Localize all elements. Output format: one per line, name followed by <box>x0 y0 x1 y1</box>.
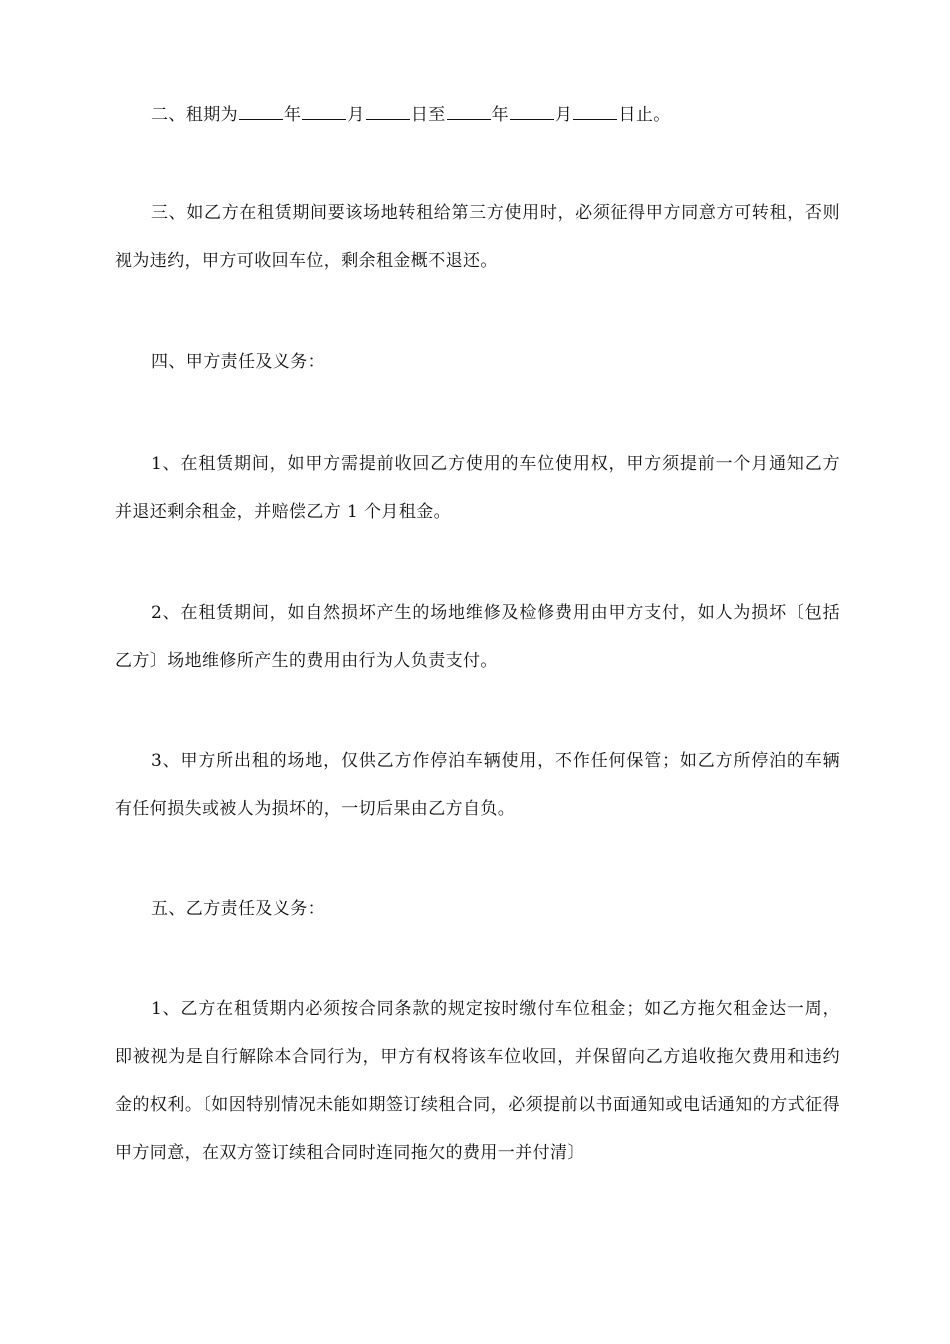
lease-term-prefix: 二、租期为 <box>151 105 238 125</box>
lease-term-clause <box>115 91 840 139</box>
year-blank <box>447 103 491 120</box>
sublease-clause: 三、如乙方在租赁期间要该场地转租给第三方使用时，必须征得甲方同意方可转租，否则视为违约，甲方可收回车位，剩余租金概不退还。 <box>115 203 840 271</box>
day-blank <box>366 103 410 120</box>
lease-term-month-start: 月 <box>347 105 365 125</box>
year-blank <box>239 103 283 120</box>
lease-term-day-end: 日止。 <box>618 105 671 125</box>
party-a-item-2: 2、在租赁期间，如自然损坏产生的场地维修及检修费用由甲方支付，如人为损坏〔包括乙方〕场地维修所产生的费用由行为人负责支付。 <box>115 603 840 671</box>
party-a-item-1: 1、在租赁期间，如甲方需提前收回乙方使用的车位使用权，甲方须提前一个月通知乙方并退还剩余租金，并赔偿乙方 1 个月租金。 <box>115 454 840 522</box>
month-blank <box>510 103 554 120</box>
lease-term-year-start: 年 <box>284 105 302 125</box>
party-b-heading: 五、乙方责任及义务： <box>151 899 325 919</box>
lease-term-year-end: 年 <box>491 105 510 125</box>
lease-term-day-to: 日至 <box>410 105 446 125</box>
month-blank <box>302 103 346 120</box>
lease-term-month-end: 月 <box>555 105 573 125</box>
day-blank <box>573 103 617 120</box>
party-a-item-3: 3、甲方所出租的场地，仅供乙方作停泊车辆使用，不作任何保管；如乙方所停泊的车辆有任何损失或被人为损坏的，一切后果由乙方自负。 <box>115 751 840 819</box>
party-a-heading: 四、甲方责任及义务： <box>151 352 325 372</box>
party-b-item-1: 1、乙方在租赁期内必须按合同条款的规定按时缴付车位租金；如乙方拖欠租金达一周，即被视为是自行解除本合同行为，甲方有权将该车位收回，并保留向乙方追收拖欠费用和违约金的权利。〔如因特别情况未能如期签订续租合同，必须提前以书面通知或电话通知的方式征得甲方同意，在双方签订续租合同时连同拖欠的费用一并付清〕 <box>115 999 840 1163</box>
